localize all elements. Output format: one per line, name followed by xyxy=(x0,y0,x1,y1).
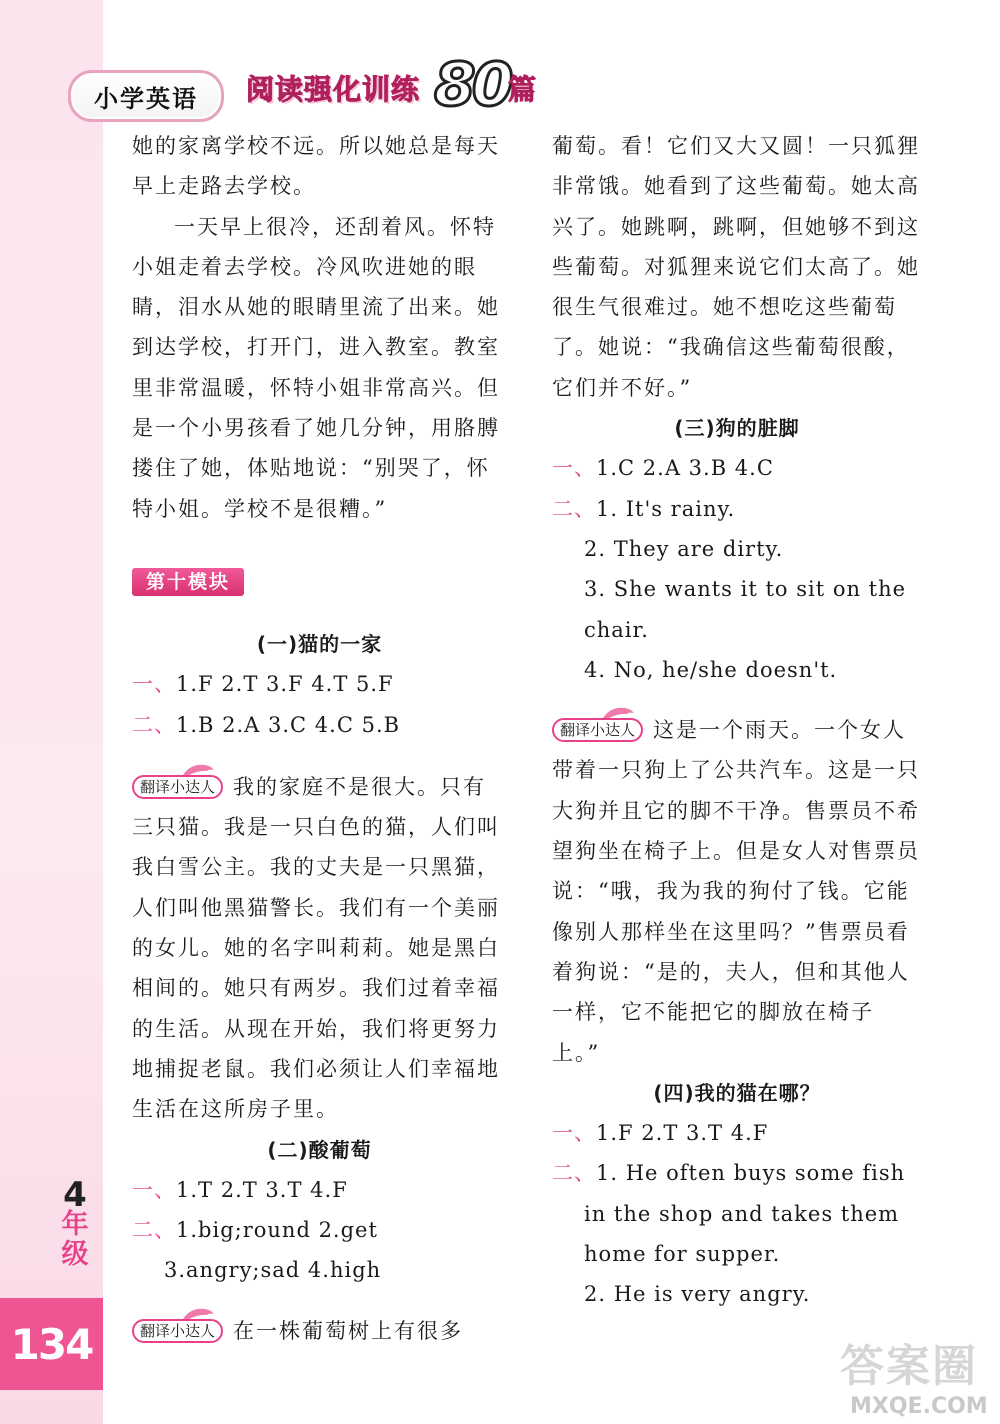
answer-text: 2. He is very angry. xyxy=(584,1282,811,1307)
module-badge: 第十模块 xyxy=(132,568,244,596)
answer-text: 3. She wants it to sit on the chair. xyxy=(584,577,907,642)
watermark-logo: 答案圈 xyxy=(840,1341,978,1392)
translation-paragraph xyxy=(132,767,507,1130)
dolphin-icon xyxy=(181,1305,215,1321)
answer-line xyxy=(552,448,922,488)
answer-line xyxy=(132,705,507,745)
answer-text: 1. It's rainy. xyxy=(596,496,736,521)
translation-tag: 翻译小达人 xyxy=(132,775,223,799)
answer-text: 3.angry;sad 4.high xyxy=(164,1258,382,1283)
section-title: (三)狗的脏脚 xyxy=(674,416,800,441)
answer-part-label: 二、 xyxy=(552,496,596,521)
section-title: (一)猫的一家 xyxy=(256,631,383,656)
answer-line xyxy=(552,1113,922,1153)
answer-line xyxy=(132,1170,507,1210)
watermark xyxy=(840,1330,988,1419)
answer-text: 1.F 2.T 3.T 4.F xyxy=(596,1121,769,1146)
book-title: 阅读强化训练 xyxy=(246,73,421,106)
grade-number: 4 xyxy=(63,1175,87,1215)
translation-tag: 翻译小达人 xyxy=(132,1319,223,1343)
translation-text: 这是一个雨天。一个女人带着一只狗上了公共汽车。这是一只大狗并且它的脚不干净。售票员不希望狗坐在椅子上。但是女人对售票员说：“哦，我为我的狗付了钱。它能像别人那样坐在这里吗？”售票员看着狗说：“是的，夫人，但和其他人一样，它不能把它的脚放在椅子上。” xyxy=(552,718,920,1065)
answer-part-label: 二、 xyxy=(552,1161,596,1186)
translation-text: 我的家庭不是很大。只有三只猫。我是一只白色的猫，人们叫我白雪公主。我的丈夫是一只黑猫，人们叫他黑猫警长。我们有一个美丽的女儿。她的名字叫莉莉。她是黑白相间的。她只有两岁。我们过着幸福的生活。从现在开始，我们将更努力地捕捉老鼠。我们必须让人们幸福地生活在这所房子里。 xyxy=(132,774,500,1122)
section-title: (二)酸葡萄 xyxy=(267,1137,372,1162)
answer-line xyxy=(552,1153,922,1274)
grade-char: 年 xyxy=(61,1209,89,1240)
dolphin-icon xyxy=(181,761,215,777)
section-title: (四)我的猫在哪？ xyxy=(653,1080,821,1105)
answer-text: 2. They are dirty. xyxy=(584,536,784,561)
answer-text: 1. He often buys some fish in the shop and takes them home for supper. xyxy=(584,1161,906,1267)
answer-text: 1.big;round 2.get xyxy=(176,1218,378,1243)
answer-line xyxy=(132,664,507,704)
dolphin-icon xyxy=(601,704,635,720)
answer-part-label: 一、 xyxy=(132,672,176,697)
answer-part-label: 一、 xyxy=(552,456,596,481)
answer-text: 1.T 2.T 3.T 4.F xyxy=(176,1177,348,1202)
paragraph: 葡萄。看！它们又大又圆！一只狐狸非常饿。她看到了这些葡萄。她太高兴了。她跳啊，跳啊，但她够不到这些葡萄。对狐狸来说它们太高了。她很生气很难过。她不想吃这些葡萄了。她说：“我确信这些葡萄很酸，它们并不好。” xyxy=(552,134,920,400)
translation-paragraph xyxy=(552,710,922,1073)
left-column xyxy=(132,126,507,1351)
answer-line xyxy=(132,1210,507,1250)
answer-text: 1.B 2.A 3.C 4.C 5.B xyxy=(176,712,401,737)
series-pill: 小学英语 xyxy=(68,70,224,122)
translation-tag: 翻译小达人 xyxy=(552,718,643,742)
translation-paragraph xyxy=(132,1311,507,1351)
answer-text: 1.F 2.T 3.F 4.T 5.F xyxy=(176,672,394,697)
translation-text: 在一株葡萄树上有很多 xyxy=(233,1318,464,1343)
watermark-url: MXQE.COM xyxy=(850,1394,988,1419)
book-title-suffix: 篇 xyxy=(508,73,537,106)
answer-part-label: 二、 xyxy=(132,1218,176,1243)
grade-char: 级 xyxy=(61,1239,89,1270)
answer-line xyxy=(552,489,922,529)
answer-text: 4. No, he/she doesn't. xyxy=(584,657,838,682)
paragraph: 她的家离学校不远。所以她总是每天早上走路去学校。 xyxy=(132,134,500,199)
answer-part-label: 二、 xyxy=(132,712,176,737)
answer-text: 1.C 2.A 3.B 4.C xyxy=(596,456,774,481)
page-header xyxy=(0,0,620,130)
page-number: 134 xyxy=(0,1298,103,1390)
right-column xyxy=(552,126,922,1315)
paragraph: 一天早上很冷，还刮着风。怀特小姐走着去学校。冷风吹进她的眼睛，泪水从她的眼睛里流了出来。她到达学校，打开门，进入教室。教室里非常温暖，怀特小姐非常高兴。但是一个小男孩看了她几分钟，用胳膊搂住了她，体贴地说：“别哭了，怀特小姐。学校不是很糟。” xyxy=(132,214,500,521)
book-number: 80 xyxy=(434,50,510,120)
answer-part-label: 一、 xyxy=(552,1121,596,1146)
answer-part-label: 一、 xyxy=(132,1177,176,1202)
grade-label xyxy=(50,1175,100,1270)
